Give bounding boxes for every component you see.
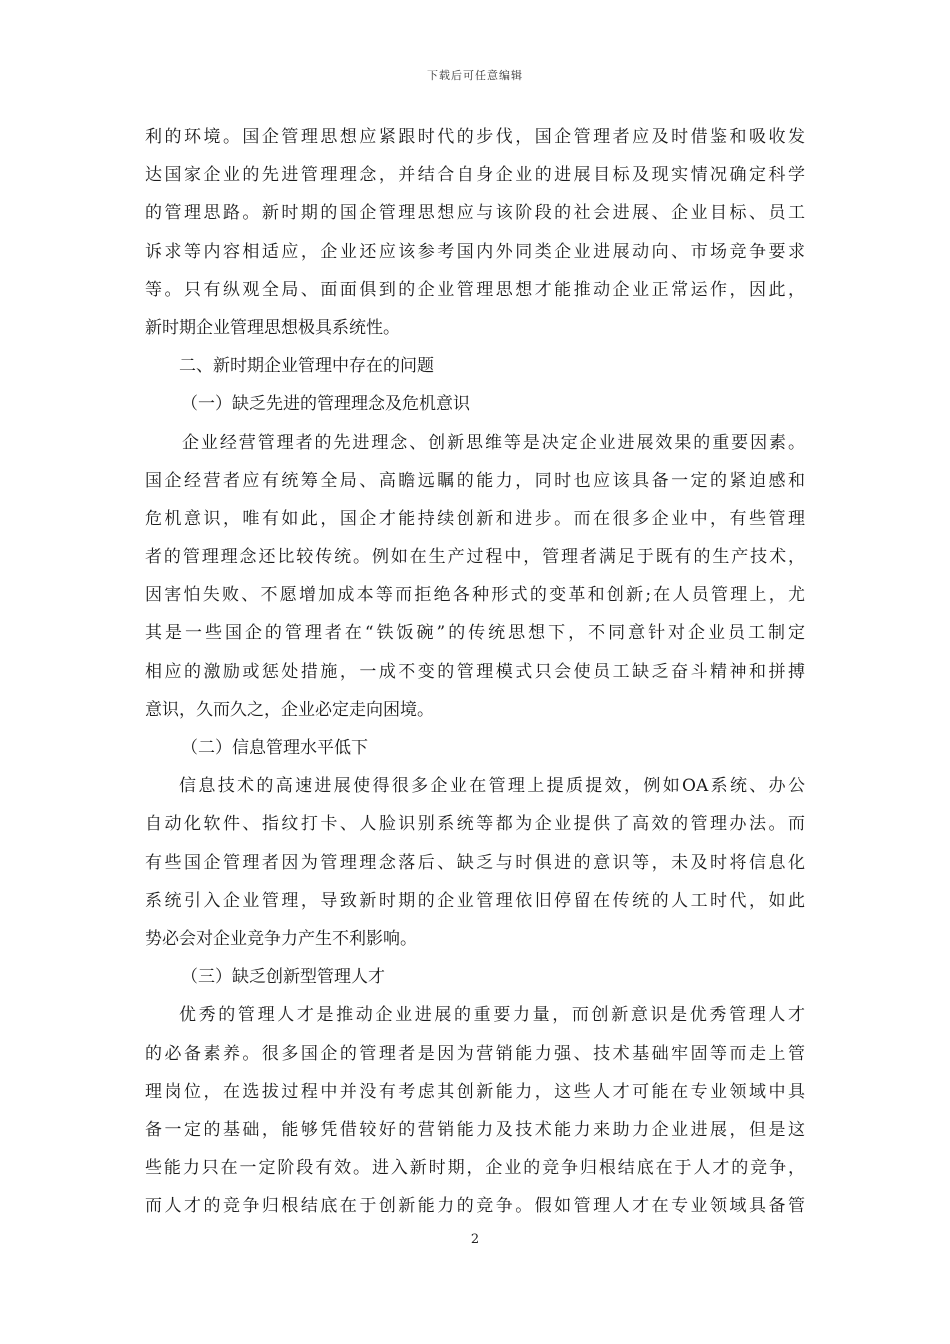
- body-line: 备一定的基础，能够凭借较好的营销能力及技术能力来助力企业进展，但是这: [145, 1119, 805, 1140]
- body-line: 优秀的管理人才是推动企业进展的重要力量，而创新意识是优秀管理人才: [179, 1005, 805, 1026]
- body-line: 利的环境。国企管理思想应紧跟时代的步伐，国企管理者应及时借鉴和吸收发: [145, 127, 805, 147]
- body-line: 新时期企业管理思想极具系统性。: [145, 317, 400, 338]
- body-line: 的管理思路。新时期的国企管理思想应与该阶段的社会进展、企业目标、员工: [145, 203, 805, 224]
- section-heading: 二、新时期企业管理中存在的问题: [179, 356, 434, 377]
- body-line: 意识，久而久之，企业必定走向困境。: [145, 699, 434, 720]
- body-line: 等。只有纵观全局、面面俱到的企业管理思想才能推动企业正常运作，因此，: [145, 279, 805, 300]
- page-number: 2: [470, 1232, 480, 1247]
- body-line: 国企经营者应有统筹全局、高瞻远瞩的能力，同时也应该具备一定的紧迫感和: [145, 470, 805, 491]
- subsection-heading: （三）缺乏创新型管理人才: [181, 967, 385, 988]
- body-line: 自动化软件、指纹打卡、人脸识别系统等都为企业提供了高效的管理办法。而: [145, 814, 805, 835]
- body-line: 些能力只在一定阶段有效。进入新时期，企业的竞争归根结底在于人才的竞争，: [145, 1158, 805, 1179]
- body-line: 系统引入企业管理，导致新时期的企业管理依旧停留在传统的人工时代，如此: [145, 890, 805, 911]
- body-line: 信息技术的高速进展使得很多企业在管理上提质提效，例如OA系统、办公: [179, 776, 805, 797]
- body-line: 因害怕失败、不愿增加成本等而拒绝各种形式的变革和创新;在人员管理上，尤: [145, 585, 805, 606]
- subsection-heading: （一）缺乏先进的管理理念及危机意识: [181, 394, 470, 415]
- page-header: 下载后可任意编辑: [427, 69, 523, 82]
- body-line: 相应的激励或惩处措施，一成不变的管理模式只会使员工缺乏奋斗精神和拼搏: [145, 661, 805, 682]
- body-line: 理岗位，在选拔过程中并没有考虑其创新能力，这些人才可能在专业领域中具: [145, 1081, 805, 1102]
- body-line: 者的管理理念还比较传统。例如在生产过程中，管理者满足于既有的生产技术，: [145, 547, 805, 568]
- body-line: 其是一些国企的管理者在“铁饭碗”的传统思想下，不同意针对企业员工制定: [145, 623, 805, 644]
- body-line: 企业经营管理者的先进理念、创新思维等是决定企业进展效果的重要因素。: [182, 432, 805, 453]
- body-line: 危机意识，唯有如此，国企才能持续创新和进步。而在很多企业中，有些管理: [145, 508, 805, 529]
- body-line: 有些国企管理者因为管理理念落后、缺乏与时俱进的意识等，未及时将信息化: [145, 852, 805, 873]
- body-line: 达国家企业的先进管理理念，并结合自身企业的进展目标及现实情况确定科学: [145, 165, 805, 186]
- body-line: 而人才的竞争归根结底在于创新能力的竞争。假如管理人才在专业领域具备管: [145, 1196, 805, 1217]
- body-line: 势必会对企业竞争力产生不利影响。: [145, 928, 417, 949]
- subsection-heading: （二）信息管理水平低下: [181, 738, 368, 758]
- document-body: [145, 118, 805, 1225]
- body-line: 的必备素养。很多国企的管理者是因为营销能力强、技术基础牢固等而走上管: [145, 1043, 805, 1064]
- body-line: 诉求等内容相适应，企业还应该参考国内外同类企业进展动向、市场竞争要求: [145, 241, 805, 262]
